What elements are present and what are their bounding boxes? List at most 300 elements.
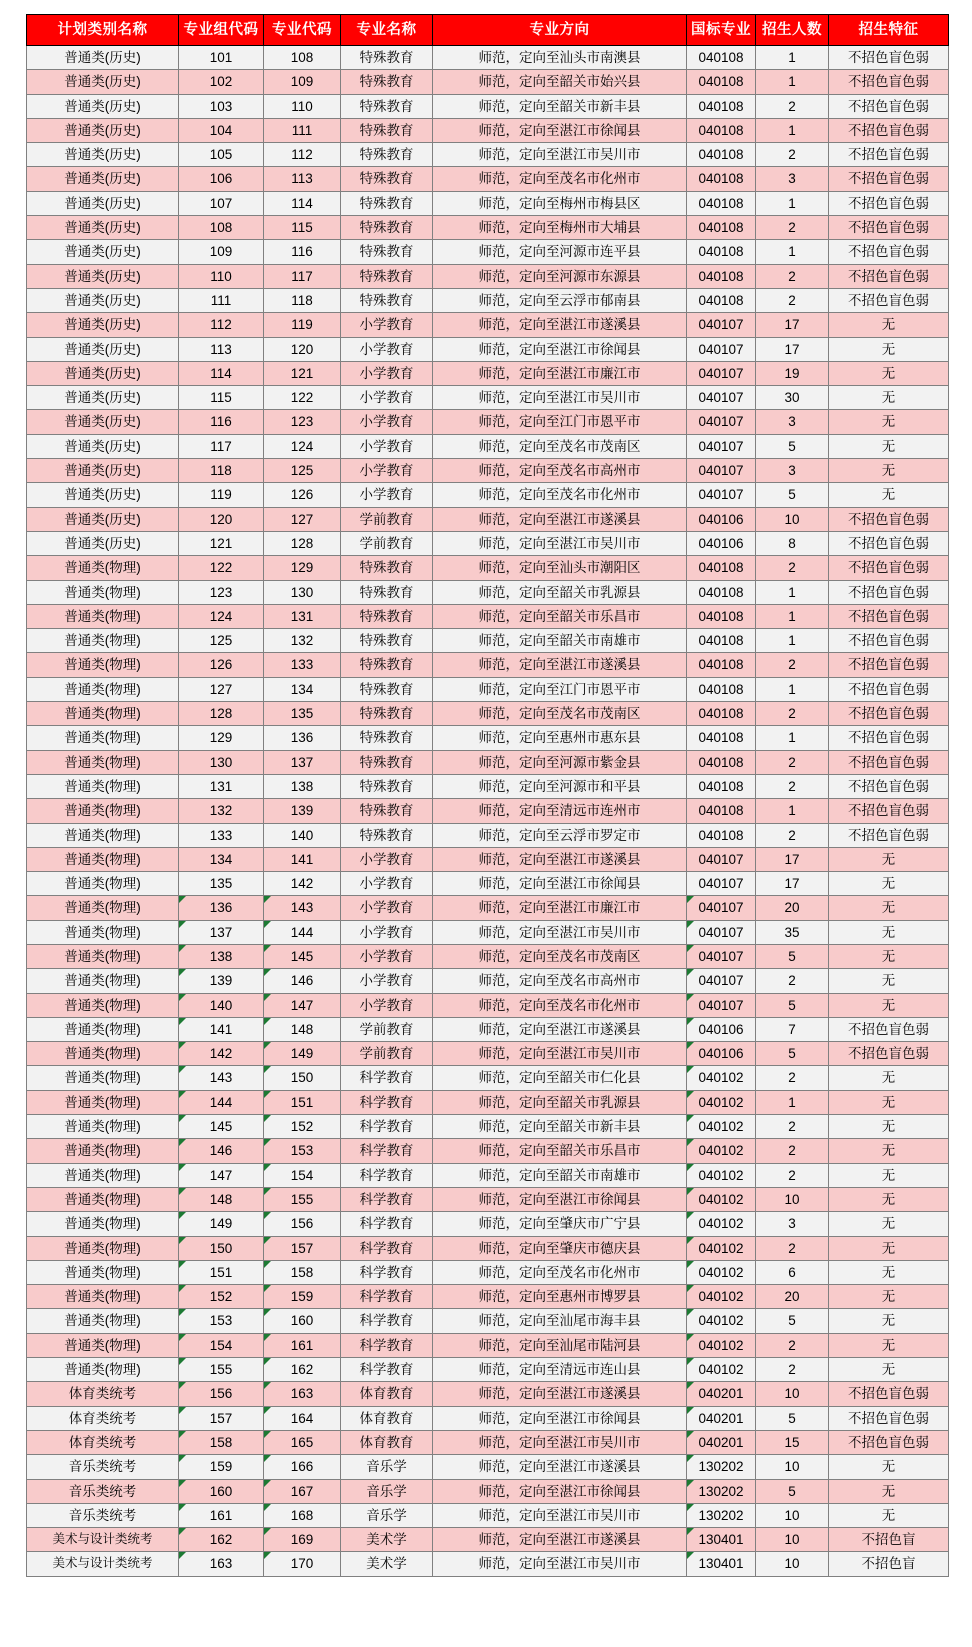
- cell-enrollment-feature[interactable]: 无: [829, 1090, 949, 1114]
- cell-national-major-code[interactable]: 040107: [687, 993, 756, 1017]
- cell-major-group-code[interactable]: 131: [179, 774, 264, 798]
- cell-enrollment-feature[interactable]: 无: [829, 459, 949, 483]
- cell-plan-category[interactable]: 普通类(物理): [27, 1358, 179, 1382]
- cell-enrollment-feature[interactable]: 不招色盲色弱: [829, 1382, 949, 1406]
- cell-enrollment-count[interactable]: 2: [756, 750, 829, 774]
- cell-major-group-code[interactable]: 101: [179, 46, 264, 70]
- cell-enrollment-feature[interactable]: 无: [829, 1139, 949, 1163]
- cell-major-code[interactable]: 153: [264, 1139, 341, 1163]
- cell-major-name[interactable]: 特殊教育: [341, 46, 433, 70]
- cell-enrollment-count[interactable]: 3: [756, 167, 829, 191]
- cell-major-name[interactable]: 特殊教育: [341, 94, 433, 118]
- cell-plan-category[interactable]: 体育类统考: [27, 1406, 179, 1430]
- cell-major-group-code[interactable]: 112: [179, 313, 264, 337]
- cell-major-direction[interactable]: 师范，定向至云浮市罗定市: [433, 823, 687, 847]
- cell-national-major-code[interactable]: 040107: [687, 872, 756, 896]
- cell-enrollment-feature[interactable]: 不招色盲色弱: [829, 726, 949, 750]
- cell-major-code[interactable]: 161: [264, 1333, 341, 1357]
- cell-enrollment-feature[interactable]: 无: [829, 1187, 949, 1211]
- cell-national-major-code[interactable]: 040201: [687, 1430, 756, 1454]
- cell-major-group-code[interactable]: 140: [179, 993, 264, 1017]
- cell-major-direction[interactable]: 师范，定向至韶关市仁化县: [433, 1066, 687, 1090]
- cell-major-code[interactable]: 150: [264, 1066, 341, 1090]
- cell-enrollment-feature[interactable]: 不招色盲色弱: [829, 143, 949, 167]
- cell-major-code[interactable]: 114: [264, 191, 341, 215]
- cell-major-group-code[interactable]: 153: [179, 1309, 264, 1333]
- cell-plan-category[interactable]: 普通类(物理): [27, 1236, 179, 1260]
- cell-national-major-code[interactable]: 040106: [687, 507, 756, 531]
- cell-enrollment-feature[interactable]: 无: [829, 386, 949, 410]
- cell-enrollment-feature[interactable]: 无: [829, 1212, 949, 1236]
- cell-major-code[interactable]: 112: [264, 143, 341, 167]
- cell-major-direction[interactable]: 师范，定向至湛江市吴川市: [433, 1430, 687, 1454]
- cell-major-name[interactable]: 小学教育: [341, 459, 433, 483]
- cell-enrollment-count[interactable]: 7: [756, 1017, 829, 1041]
- cell-enrollment-feature[interactable]: 无: [829, 1333, 949, 1357]
- cell-national-major-code[interactable]: 040107: [687, 434, 756, 458]
- cell-enrollment-feature[interactable]: 无: [829, 920, 949, 944]
- cell-major-group-code[interactable]: 105: [179, 143, 264, 167]
- cell-enrollment-count[interactable]: 2: [756, 774, 829, 798]
- cell-national-major-code[interactable]: 040102: [687, 1358, 756, 1382]
- cell-major-group-code[interactable]: 133: [179, 823, 264, 847]
- cell-national-major-code[interactable]: 130202: [687, 1455, 756, 1479]
- cell-major-group-code[interactable]: 150: [179, 1236, 264, 1260]
- cell-major-code[interactable]: 152: [264, 1115, 341, 1139]
- cell-major-group-code[interactable]: 114: [179, 361, 264, 385]
- cell-major-direction[interactable]: 师范，定向至韶关市南雄市: [433, 629, 687, 653]
- cell-major-code[interactable]: 120: [264, 337, 341, 361]
- cell-major-code[interactable]: 147: [264, 993, 341, 1017]
- cell-major-direction[interactable]: 师范，定向至湛江市吴川市: [433, 1042, 687, 1066]
- cell-national-major-code[interactable]: 040108: [687, 702, 756, 726]
- cell-major-direction[interactable]: 师范，定向至梅州市梅县区: [433, 191, 687, 215]
- cell-major-direction[interactable]: 师范，定向至韶关市始兴县: [433, 70, 687, 94]
- cell-major-direction[interactable]: 师范，定向至韶关市乐昌市: [433, 604, 687, 628]
- cell-major-code[interactable]: 141: [264, 847, 341, 871]
- cell-major-code[interactable]: 166: [264, 1455, 341, 1479]
- cell-major-code[interactable]: 122: [264, 386, 341, 410]
- cell-enrollment-count[interactable]: 2: [756, 1333, 829, 1357]
- cell-enrollment-feature[interactable]: 不招色盲色弱: [829, 677, 949, 701]
- cell-enrollment-feature[interactable]: 不招色盲色弱: [829, 288, 949, 312]
- cell-enrollment-count[interactable]: 10: [756, 1503, 829, 1527]
- cell-plan-category[interactable]: 普通类(物理): [27, 726, 179, 750]
- cell-enrollment-feature[interactable]: 不招色盲色弱: [829, 118, 949, 142]
- cell-enrollment-count[interactable]: 17: [756, 313, 829, 337]
- cell-major-group-code[interactable]: 116: [179, 410, 264, 434]
- cell-major-code[interactable]: 163: [264, 1382, 341, 1406]
- cell-enrollment-feature[interactable]: 不招色盲色弱: [829, 531, 949, 555]
- cell-major-group-code[interactable]: 119: [179, 483, 264, 507]
- cell-plan-category[interactable]: 普通类(物理): [27, 604, 179, 628]
- cell-national-major-code[interactable]: 040108: [687, 774, 756, 798]
- cell-plan-category[interactable]: 普通类(历史): [27, 313, 179, 337]
- cell-plan-category[interactable]: 普通类(物理): [27, 969, 179, 993]
- cell-enrollment-feature[interactable]: 不招色盲色弱: [829, 1017, 949, 1041]
- cell-major-name[interactable]: 特殊教育: [341, 556, 433, 580]
- cell-major-name[interactable]: 小学教育: [341, 434, 433, 458]
- cell-major-name[interactable]: 小学教育: [341, 410, 433, 434]
- cell-national-major-code[interactable]: 040108: [687, 823, 756, 847]
- cell-major-direction[interactable]: 师范，定向至湛江市徐闻县: [433, 118, 687, 142]
- cell-major-group-code[interactable]: 118: [179, 459, 264, 483]
- cell-enrollment-count[interactable]: 2: [756, 264, 829, 288]
- cell-enrollment-count[interactable]: 3: [756, 459, 829, 483]
- cell-major-code[interactable]: 118: [264, 288, 341, 312]
- cell-enrollment-count[interactable]: 30: [756, 386, 829, 410]
- cell-enrollment-count[interactable]: 2: [756, 288, 829, 312]
- cell-enrollment-count[interactable]: 2: [756, 556, 829, 580]
- cell-major-direction[interactable]: 师范，定向至湛江市徐闻县: [433, 1479, 687, 1503]
- cell-enrollment-count[interactable]: 19: [756, 361, 829, 385]
- cell-major-name[interactable]: 科学教育: [341, 1285, 433, 1309]
- cell-enrollment-feature[interactable]: 不招色盲色弱: [829, 799, 949, 823]
- cell-major-group-code[interactable]: 141: [179, 1017, 264, 1041]
- cell-major-name[interactable]: 科学教育: [341, 1260, 433, 1284]
- cell-major-code[interactable]: 156: [264, 1212, 341, 1236]
- cell-enrollment-count[interactable]: 1: [756, 677, 829, 701]
- cell-major-name[interactable]: 学前教育: [341, 531, 433, 555]
- cell-plan-category[interactable]: 普通类(物理): [27, 799, 179, 823]
- cell-enrollment-feature[interactable]: 无: [829, 969, 949, 993]
- cell-major-direction[interactable]: 师范，定向至湛江市吴川市: [433, 143, 687, 167]
- cell-major-direction[interactable]: 师范，定向至江门市恩平市: [433, 410, 687, 434]
- cell-enrollment-feature[interactable]: 不招色盲色弱: [829, 507, 949, 531]
- cell-national-major-code[interactable]: 130401: [687, 1528, 756, 1552]
- cell-major-code[interactable]: 165: [264, 1430, 341, 1454]
- cell-major-group-code[interactable]: 110: [179, 264, 264, 288]
- cell-national-major-code[interactable]: 040107: [687, 483, 756, 507]
- cell-plan-category[interactable]: 普通类(历史): [27, 483, 179, 507]
- cell-major-group-code[interactable]: 120: [179, 507, 264, 531]
- cell-major-group-code[interactable]: 106: [179, 167, 264, 191]
- cell-enrollment-count[interactable]: 2: [756, 1163, 829, 1187]
- cell-plan-category[interactable]: 普通类(物理): [27, 993, 179, 1017]
- column-header-major-name[interactable]: 专业名称: [341, 15, 433, 46]
- cell-national-major-code[interactable]: 040108: [687, 288, 756, 312]
- cell-enrollment-feature[interactable]: 不招色盲色弱: [829, 1406, 949, 1430]
- cell-national-major-code[interactable]: 040108: [687, 94, 756, 118]
- cell-enrollment-count[interactable]: 6: [756, 1260, 829, 1284]
- cell-national-major-code[interactable]: 040108: [687, 118, 756, 142]
- cell-major-direction[interactable]: 师范，定向至茂名市化州市: [433, 1260, 687, 1284]
- cell-plan-category[interactable]: 普通类(历史): [27, 386, 179, 410]
- cell-major-direction[interactable]: 师范，定向至河源市连平县: [433, 240, 687, 264]
- cell-major-name[interactable]: 科学教育: [341, 1358, 433, 1382]
- cell-plan-category[interactable]: 普通类(历史): [27, 531, 179, 555]
- cell-major-direction[interactable]: 师范，定向至云浮市郁南县: [433, 288, 687, 312]
- cell-major-name[interactable]: 科学教育: [341, 1309, 433, 1333]
- cell-major-code[interactable]: 144: [264, 920, 341, 944]
- cell-enrollment-feature[interactable]: 不招色盲色弱: [829, 823, 949, 847]
- cell-major-direction[interactable]: 师范，定向至清远市连山县: [433, 1358, 687, 1382]
- cell-major-name[interactable]: 小学教育: [341, 920, 433, 944]
- cell-major-name[interactable]: 音乐学: [341, 1479, 433, 1503]
- cell-major-name[interactable]: 特殊教育: [341, 726, 433, 750]
- cell-national-major-code[interactable]: 040102: [687, 1090, 756, 1114]
- cell-major-direction[interactable]: 师范，定向至惠州市博罗县: [433, 1285, 687, 1309]
- cell-major-name[interactable]: 特殊教育: [341, 799, 433, 823]
- cell-enrollment-feature[interactable]: 不招色盲: [829, 1552, 949, 1576]
- cell-enrollment-feature[interactable]: 不招色盲色弱: [829, 1430, 949, 1454]
- cell-major-group-code[interactable]: 147: [179, 1163, 264, 1187]
- cell-major-code[interactable]: 138: [264, 774, 341, 798]
- cell-major-group-code[interactable]: 149: [179, 1212, 264, 1236]
- cell-plan-category[interactable]: 普通类(物理): [27, 653, 179, 677]
- cell-major-code[interactable]: 121: [264, 361, 341, 385]
- cell-major-direction[interactable]: 师范，定向至茂名市高州市: [433, 459, 687, 483]
- cell-plan-category[interactable]: 普通类(物理): [27, 629, 179, 653]
- cell-major-direction[interactable]: 师范，定向至汕尾市海丰县: [433, 1309, 687, 1333]
- cell-national-major-code[interactable]: 040201: [687, 1382, 756, 1406]
- cell-plan-category[interactable]: 美术与设计类统考: [27, 1528, 179, 1552]
- cell-plan-category[interactable]: 音乐类统考: [27, 1479, 179, 1503]
- cell-major-direction[interactable]: 师范，定向至湛江市遂溪县: [433, 1455, 687, 1479]
- cell-major-name[interactable]: 科学教育: [341, 1236, 433, 1260]
- cell-major-code[interactable]: 125: [264, 459, 341, 483]
- cell-national-major-code[interactable]: 040108: [687, 556, 756, 580]
- cell-major-name[interactable]: 特殊教育: [341, 750, 433, 774]
- cell-national-major-code[interactable]: 040107: [687, 313, 756, 337]
- cell-national-major-code[interactable]: 040201: [687, 1406, 756, 1430]
- cell-major-code[interactable]: 130: [264, 580, 341, 604]
- cell-national-major-code[interactable]: 040102: [687, 1187, 756, 1211]
- cell-major-code[interactable]: 110: [264, 94, 341, 118]
- cell-major-name[interactable]: 小学教育: [341, 337, 433, 361]
- cell-major-code[interactable]: 160: [264, 1309, 341, 1333]
- cell-plan-category[interactable]: 体育类统考: [27, 1430, 179, 1454]
- cell-enrollment-count[interactable]: 10: [756, 1382, 829, 1406]
- cell-national-major-code[interactable]: 040107: [687, 944, 756, 968]
- cell-major-name[interactable]: 音乐学: [341, 1455, 433, 1479]
- cell-major-code[interactable]: 132: [264, 629, 341, 653]
- cell-major-code[interactable]: 126: [264, 483, 341, 507]
- cell-major-name[interactable]: 体育教育: [341, 1382, 433, 1406]
- cell-major-code[interactable]: 146: [264, 969, 341, 993]
- cell-plan-category[interactable]: 普通类(物理): [27, 580, 179, 604]
- cell-enrollment-feature[interactable]: 无: [829, 434, 949, 458]
- cell-plan-category[interactable]: 普通类(物理): [27, 1163, 179, 1187]
- cell-major-name[interactable]: 小学教育: [341, 896, 433, 920]
- cell-major-direction[interactable]: 师范，定向至茂名市化州市: [433, 483, 687, 507]
- cell-plan-category[interactable]: 普通类(物理): [27, 1260, 179, 1284]
- cell-plan-category[interactable]: 普通类(物理): [27, 847, 179, 871]
- cell-national-major-code[interactable]: 040106: [687, 1042, 756, 1066]
- cell-major-group-code[interactable]: 148: [179, 1187, 264, 1211]
- cell-major-name[interactable]: 小学教育: [341, 872, 433, 896]
- cell-plan-category[interactable]: 普通类(历史): [27, 264, 179, 288]
- cell-plan-category[interactable]: 音乐类统考: [27, 1455, 179, 1479]
- cell-enrollment-feature[interactable]: 无: [829, 1479, 949, 1503]
- cell-major-direction[interactable]: 师范，定向至韶关市新丰县: [433, 94, 687, 118]
- cell-major-direction[interactable]: 师范，定向至湛江市遂溪县: [433, 1382, 687, 1406]
- cell-national-major-code[interactable]: 040108: [687, 70, 756, 94]
- cell-major-group-code[interactable]: 136: [179, 896, 264, 920]
- cell-national-major-code[interactable]: 040108: [687, 750, 756, 774]
- cell-plan-category[interactable]: 普通类(历史): [27, 288, 179, 312]
- cell-enrollment-feature[interactable]: 无: [829, 1236, 949, 1260]
- cell-major-name[interactable]: 学前教育: [341, 1042, 433, 1066]
- cell-major-code[interactable]: 154: [264, 1163, 341, 1187]
- cell-major-direction[interactable]: 师范，定向至湛江市徐闻县: [433, 1187, 687, 1211]
- cell-major-name[interactable]: 小学教育: [341, 969, 433, 993]
- cell-enrollment-count[interactable]: 2: [756, 1236, 829, 1260]
- cell-enrollment-feature[interactable]: 不招色盲色弱: [829, 653, 949, 677]
- cell-major-direction[interactable]: 师范，定向至湛江市遂溪县: [433, 507, 687, 531]
- cell-major-direction[interactable]: 师范，定向至茂名市茂南区: [433, 702, 687, 726]
- cell-major-code[interactable]: 164: [264, 1406, 341, 1430]
- cell-major-name[interactable]: 体育教育: [341, 1406, 433, 1430]
- cell-major-name[interactable]: 科学教育: [341, 1066, 433, 1090]
- cell-enrollment-count[interactable]: 1: [756, 1090, 829, 1114]
- column-header-plan-category[interactable]: 计划类别名称: [27, 15, 179, 46]
- cell-major-direction[interactable]: 师范，定向至肇庆市广宁县: [433, 1212, 687, 1236]
- cell-national-major-code[interactable]: 040108: [687, 216, 756, 240]
- cell-major-name[interactable]: 小学教育: [341, 847, 433, 871]
- cell-major-group-code[interactable]: 155: [179, 1358, 264, 1382]
- cell-national-major-code[interactable]: 040107: [687, 410, 756, 434]
- cell-major-code[interactable]: 116: [264, 240, 341, 264]
- cell-plan-category[interactable]: 普通类(历史): [27, 143, 179, 167]
- cell-national-major-code[interactable]: 130202: [687, 1479, 756, 1503]
- cell-plan-category[interactable]: 普通类(历史): [27, 118, 179, 142]
- cell-major-group-code[interactable]: 108: [179, 216, 264, 240]
- cell-plan-category[interactable]: 普通类(物理): [27, 1115, 179, 1139]
- cell-enrollment-feature[interactable]: 不招色盲色弱: [829, 629, 949, 653]
- cell-enrollment-count[interactable]: 10: [756, 1552, 829, 1576]
- cell-plan-category[interactable]: 普通类(物理): [27, 872, 179, 896]
- column-header-major-group-code[interactable]: 专业组代码: [179, 15, 264, 46]
- cell-national-major-code[interactable]: 040108: [687, 240, 756, 264]
- cell-major-code[interactable]: 170: [264, 1552, 341, 1576]
- cell-enrollment-count[interactable]: 3: [756, 1212, 829, 1236]
- cell-major-name[interactable]: 特殊教育: [341, 118, 433, 142]
- cell-national-major-code[interactable]: 040102: [687, 1212, 756, 1236]
- cell-major-group-code[interactable]: 137: [179, 920, 264, 944]
- column-header-major-code[interactable]: 专业代码: [264, 15, 341, 46]
- cell-major-name[interactable]: 小学教育: [341, 313, 433, 337]
- cell-major-name[interactable]: 特殊教育: [341, 70, 433, 94]
- cell-plan-category[interactable]: 普通类(历史): [27, 337, 179, 361]
- cell-major-direction[interactable]: 师范，定向至湛江市遂溪县: [433, 1017, 687, 1041]
- cell-enrollment-count[interactable]: 2: [756, 653, 829, 677]
- cell-major-direction[interactable]: 师范，定向至湛江市廉江市: [433, 361, 687, 385]
- cell-enrollment-count[interactable]: 5: [756, 1042, 829, 1066]
- cell-national-major-code[interactable]: 040106: [687, 1017, 756, 1041]
- cell-major-group-code[interactable]: 157: [179, 1406, 264, 1430]
- cell-major-direction[interactable]: 师范，定向至湛江市徐闻县: [433, 337, 687, 361]
- cell-major-group-code[interactable]: 146: [179, 1139, 264, 1163]
- cell-major-direction[interactable]: 师范，定向至湛江市遂溪县: [433, 847, 687, 871]
- cell-national-major-code[interactable]: 040107: [687, 386, 756, 410]
- cell-major-code[interactable]: 158: [264, 1260, 341, 1284]
- cell-enrollment-count[interactable]: 2: [756, 969, 829, 993]
- cell-plan-category[interactable]: 普通类(物理): [27, 1090, 179, 1114]
- cell-enrollment-feature[interactable]: 不招色盲色弱: [829, 216, 949, 240]
- cell-enrollment-count[interactable]: 1: [756, 629, 829, 653]
- cell-major-group-code[interactable]: 126: [179, 653, 264, 677]
- cell-national-major-code[interactable]: 040108: [687, 726, 756, 750]
- cell-enrollment-count[interactable]: 1: [756, 70, 829, 94]
- cell-plan-category[interactable]: 普通类(历史): [27, 94, 179, 118]
- cell-major-direction[interactable]: 师范，定向至清远市连州市: [433, 799, 687, 823]
- cell-major-direction[interactable]: 师范，定向至茂名市茂南区: [433, 434, 687, 458]
- cell-enrollment-count[interactable]: 10: [756, 1528, 829, 1552]
- cell-major-code[interactable]: 129: [264, 556, 341, 580]
- cell-major-direction[interactable]: 师范，定向至韶关市新丰县: [433, 1115, 687, 1139]
- cell-major-group-code[interactable]: 163: [179, 1552, 264, 1576]
- cell-enrollment-feature[interactable]: 无: [829, 1066, 949, 1090]
- cell-enrollment-feature[interactable]: 无: [829, 944, 949, 968]
- cell-major-direction[interactable]: 师范，定向至河源市东源县: [433, 264, 687, 288]
- cell-national-major-code[interactable]: 040107: [687, 920, 756, 944]
- cell-major-code[interactable]: 123: [264, 410, 341, 434]
- cell-enrollment-count[interactable]: 2: [756, 702, 829, 726]
- cell-major-code[interactable]: 131: [264, 604, 341, 628]
- cell-plan-category[interactable]: 普通类(历史): [27, 46, 179, 70]
- cell-enrollment-feature[interactable]: 不招色盲色弱: [829, 167, 949, 191]
- cell-national-major-code[interactable]: 040102: [687, 1066, 756, 1090]
- cell-major-group-code[interactable]: 144: [179, 1090, 264, 1114]
- cell-major-name[interactable]: 学前教育: [341, 507, 433, 531]
- cell-major-name[interactable]: 科学教育: [341, 1139, 433, 1163]
- cell-major-direction[interactable]: 师范，定向至湛江市吴川市: [433, 1503, 687, 1527]
- cell-major-direction[interactable]: 师范，定向至河源市和平县: [433, 774, 687, 798]
- cell-major-name[interactable]: 美术学: [341, 1552, 433, 1576]
- cell-plan-category[interactable]: 普通类(历史): [27, 459, 179, 483]
- cell-enrollment-feature[interactable]: 不招色盲色弱: [829, 264, 949, 288]
- cell-major-direction[interactable]: 师范，定向至河源市紫金县: [433, 750, 687, 774]
- cell-major-code[interactable]: 115: [264, 216, 341, 240]
- cell-national-major-code[interactable]: 040108: [687, 580, 756, 604]
- cell-plan-category[interactable]: 普通类(物理): [27, 823, 179, 847]
- column-header-major-direction[interactable]: 专业方向: [433, 15, 687, 46]
- cell-major-group-code[interactable]: 124: [179, 604, 264, 628]
- cell-major-name[interactable]: 科学教育: [341, 1090, 433, 1114]
- cell-major-name[interactable]: 小学教育: [341, 361, 433, 385]
- cell-plan-category[interactable]: 普通类(物理): [27, 944, 179, 968]
- cell-enrollment-count[interactable]: 1: [756, 191, 829, 215]
- cell-enrollment-feature[interactable]: 不招色盲色弱: [829, 1042, 949, 1066]
- cell-major-code[interactable]: 117: [264, 264, 341, 288]
- cell-major-group-code[interactable]: 127: [179, 677, 264, 701]
- cell-major-group-code[interactable]: 135: [179, 872, 264, 896]
- cell-enrollment-feature[interactable]: 无: [829, 313, 949, 337]
- cell-national-major-code[interactable]: 040108: [687, 653, 756, 677]
- cell-national-major-code[interactable]: 040108: [687, 143, 756, 167]
- cell-major-name[interactable]: 音乐学: [341, 1503, 433, 1527]
- cell-major-direction[interactable]: 师范，定向至湛江市遂溪县: [433, 313, 687, 337]
- cell-major-direction[interactable]: 师范，定向至江门市恩平市: [433, 677, 687, 701]
- cell-major-code[interactable]: 142: [264, 872, 341, 896]
- cell-major-code[interactable]: 149: [264, 1042, 341, 1066]
- cell-plan-category[interactable]: 普通类(物理): [27, 1066, 179, 1090]
- cell-enrollment-count[interactable]: 1: [756, 580, 829, 604]
- cell-plan-category[interactable]: 普通类(物理): [27, 920, 179, 944]
- cell-major-group-code[interactable]: 154: [179, 1333, 264, 1357]
- cell-major-group-code[interactable]: 151: [179, 1260, 264, 1284]
- cell-national-major-code[interactable]: 040107: [687, 459, 756, 483]
- cell-major-group-code[interactable]: 143: [179, 1066, 264, 1090]
- cell-major-group-code[interactable]: 104: [179, 118, 264, 142]
- cell-major-code[interactable]: 113: [264, 167, 341, 191]
- cell-national-major-code[interactable]: 040107: [687, 847, 756, 871]
- cell-enrollment-count[interactable]: 20: [756, 896, 829, 920]
- cell-major-direction[interactable]: 师范，定向至汕头市南澳县: [433, 46, 687, 70]
- cell-major-code[interactable]: 111: [264, 118, 341, 142]
- cell-plan-category[interactable]: 普通类(物理): [27, 1042, 179, 1066]
